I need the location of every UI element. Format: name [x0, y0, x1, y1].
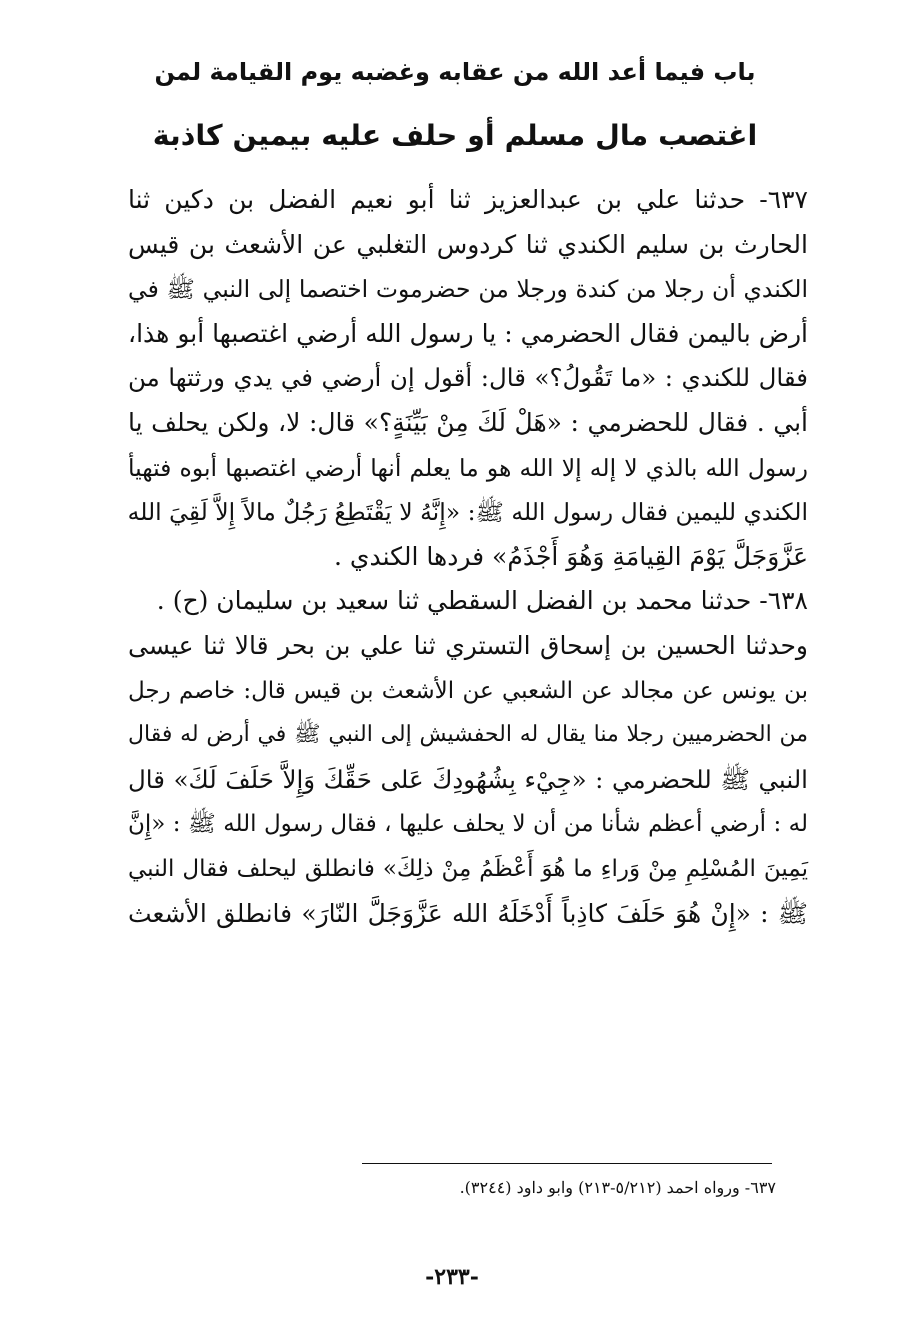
text-line: أرض باليمن فقال الحضرمي : يا رسول الله أرضي اغتصبها أبو هذا، [128, 318, 808, 348]
footnote-divider [362, 1163, 772, 1164]
text-line: ٦٣٧- حدثنا علي بن عبدالعزيز ثنا أبو نعيم الفضل بن دكين ثنا [128, 185, 808, 214]
text-line: فقال للكندي : «ما تَقُولُ؟» قال: أقول إن أرضي في يدي ورثتها من [128, 363, 808, 393]
text-line: الكندي أن رجلا من كندة ورجلا من حضرموت اختصما إلى النبي ﷺ في [128, 275, 808, 304]
text-line: أبي . فقال للحضرمي : «هَلْ لَكَ مِنْ بَيِّنَةٍ؟» قال: لا، ولكن يحلف يا [128, 407, 808, 437]
text-line: الكندي لليمين فقال رسول الله ﷺ: «إِنَّهُ لا يَقْتَطِعُ رَجُلٌ مالاً إِلاَّ لَقِيَ الله [127, 498, 808, 527]
chapter-title-line: اغتصب مال مسلم أو حلف عليه بيمين كاذبة [152, 119, 758, 152]
footnote: ٦٣٧- ورواه احمد (٥/٢١٢-٢١٣) وابو داود (٣٢٤٤). [459, 1178, 776, 1197]
text-line: النبي ﷺ للحضرمي : «جِيْء بِشُهُودِكَ عَلى حَقِّكَ وَإِلاَّ حَلَفَ لَكَ» قال [128, 764, 808, 794]
page-number: -٢٣٣- [425, 1264, 479, 1290]
body-text [128, 178, 808, 936]
text-line: الحارث بن سليم الكندي ثنا كردوس التغلبي عن الأشعث بن قيس [128, 229, 808, 259]
text-line: ﷺ : «إِنْ هُوَ حَلَفَ كاذِباً أَدْخَلَهُ الله عَزَّوَجَلَّ النّارَ» فانطلق الأشعث [128, 898, 808, 928]
text-line: بن يونس عن مجالد عن الشعبي عن الأشعث بن قيس قال: خاصم رجل [128, 677, 808, 704]
chapter-title [150, 40, 760, 168]
text-line: له : أرضي أعظم شأنا من أن لا يحلف عليها ، فقال رسول الله ﷺ : «إِنَّ [128, 811, 808, 838]
text-line: عَزَّوَجَلَّ يَوْمَ القِيامَةِ وَهُوَ أَجْذَمُ» فردها الكندي . [333, 541, 808, 571]
text-line: يَمِينَ المُسْلِمِ مِنْ وَراءِ ما هُوَ أَعْظَمُ مِنْ ذلِكَ» فانطلق ليحلف فقال النبي [128, 855, 808, 882]
text-line: وحدثنا الحسين بن إسحاق التستري ثنا علي بن بحر قالا ثنا عيسى [128, 630, 808, 660]
text-line: ٦٣٨- حدثنا محمد بن الفضل السقطي ثنا سعيد بن سليمان (ح) . [156, 586, 808, 616]
chapter-title-line: باب فيما أعد الله من عقابه وغضبه يوم القيامة لمن [154, 58, 756, 86]
text-line: من الحضرميين رجلا منا يقال له الحفشيش إلى النبي ﷺ في أرض له فقال [128, 722, 808, 748]
text-line: رسول الله بالذي لا إله إلا الله هو ما يعلم أنها أرضي اغتصبها أبوه فتهيأ [128, 453, 808, 482]
